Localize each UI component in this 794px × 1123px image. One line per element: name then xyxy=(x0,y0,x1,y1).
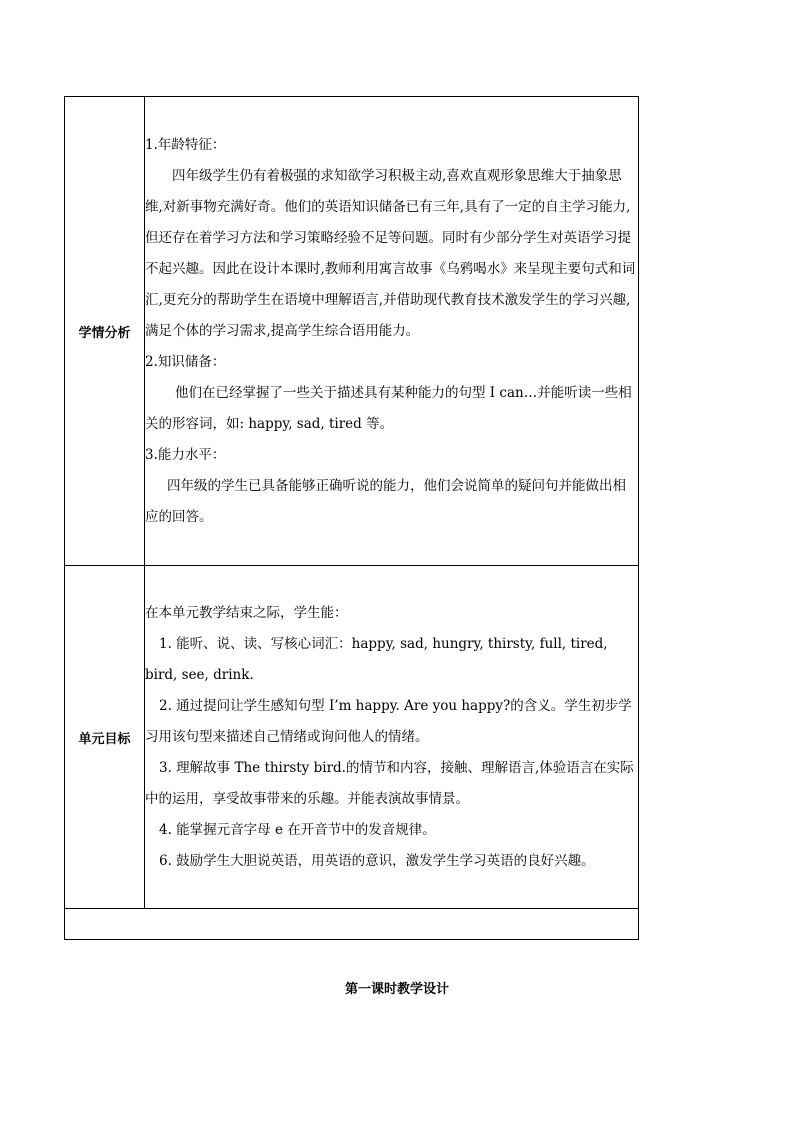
table-row-unit-goals xyxy=(65,566,639,909)
table-row-empty xyxy=(65,909,639,940)
empty-cell xyxy=(65,909,639,940)
row-label-unit-goals: 单元目标 xyxy=(65,566,145,909)
goal-item-2: 2. 通过提问让学生感知句型 I’m happy. Are you happy?的含义。学生初步学习用该句型来描述自己情绪或询问他人的情绪。 xyxy=(145,697,632,745)
goal-item-6: 6. 鼓励学生大胆说英语，用英语的意识，激发学生学习英语的良好兴趣。 xyxy=(159,852,595,869)
paragraph-goals-intro: 在本单元教学结束之际，学生能： xyxy=(145,604,348,621)
table-row-student-analysis xyxy=(65,97,639,566)
goal-item-4: 4. 能掌握元音字母 e 在开音节中的发音规律。 xyxy=(159,821,436,838)
section-heading: 第一课时教学设计 xyxy=(344,982,449,997)
row-label-student-analysis: 学情分析 xyxy=(65,97,145,566)
goal-item-1: 1. 能听、说、读、写核心词汇：happy, sad, hungry, thirsty, full, tired, bird, see, drink. xyxy=(145,635,608,683)
unit-goals-content xyxy=(145,566,639,909)
paragraph-ability-title: 3.能力水平： xyxy=(145,446,226,463)
paragraph-knowledge-body: 他们在已经掌握了一些关于描述具有某种能力的句型 I can…并能听读一些相关的形容词，如: happy, sad, tired 等。 xyxy=(145,384,632,432)
student-analysis-content xyxy=(145,97,639,566)
paragraph-age-body: 四年级学生仍有着极强的求知欲学习积极主动,喜欢直观形象思维大于抽象思维,对新事物充满好奇。他们的英语知识储备已有三年,具有了一定的自主学习能力,但还存在着学习方法和学习策略经验不足等问题。同时有少部分学生对英语学习提不起兴趣。因此在设计本课时,教师利用寓言故事《乌鸦喝水》来呈现主要句式和词汇,更充分的帮助学生在语境中理解语言,并借助现代教育技术激发学生的学习兴趣,满足个体的学习需求,提高学生综合语用能力。 xyxy=(145,167,636,339)
goal-item-3: 3. 理解故事 The thirsty bird.的情节和内容，接触、理解语言,体验语言在实际中的运用，享受故事带来的乐趣。并能表演故事情景。 xyxy=(145,759,634,807)
paragraph-ability-body: 四年级的学生已具备能够正确听说的能力，他们会说简单的疑问句并能做出相应的回答。 xyxy=(145,477,626,525)
paragraph-age-title: 1.年龄特征： xyxy=(145,136,226,153)
paragraph-knowledge-title: 2.知识储备： xyxy=(145,353,226,370)
lesson-plan-table xyxy=(64,96,639,940)
